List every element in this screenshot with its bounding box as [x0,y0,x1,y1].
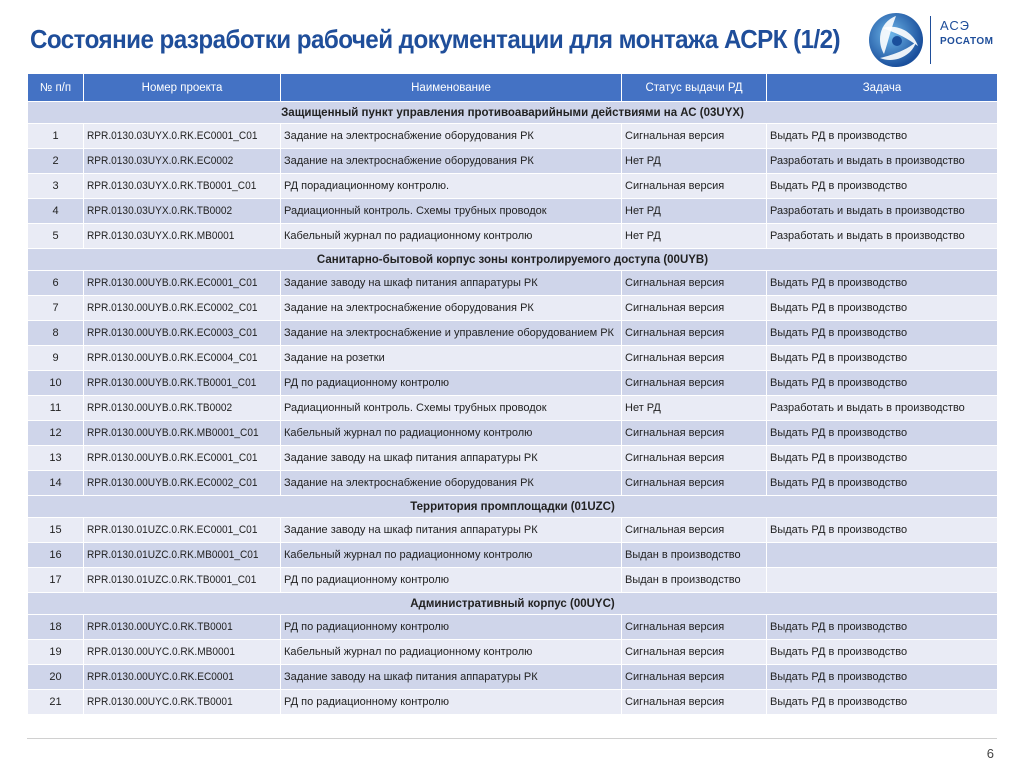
col-header-status: Статус выдачи РД [622,74,767,102]
issue-status: Сигнальная версия [622,690,767,715]
project-number [84,396,281,421]
col-header-task: Задача [767,74,998,102]
table-row [28,640,998,665]
project-number-text: RPR.0130.00UYC.0.RK.TB0001 [87,621,233,633]
project-number-text: RPR.0130.00UYB.0.RK.EC0004_C01 [87,352,258,364]
document-name: Задание заводу на шкаф питания аппаратуры РК [281,446,622,471]
project-number-text: RPR.0130.03UYX.0.RK.EC0002 [87,155,234,167]
logo-text-rosatom: РОСАТОМ [940,36,994,47]
task: Выдать РД в производство [767,518,998,543]
row-number: 16 [28,543,84,568]
row-number: 9 [28,346,84,371]
row-number: 18 [28,615,84,640]
task: Выдать РД в производство [767,271,998,296]
document-name: Кабельный журнал по радиационному контролю [281,543,622,568]
project-number [84,321,281,346]
document-name: Задание на электроснабжение и управление оборудованием РК [281,321,622,346]
task: Выдать РД в производство [767,690,998,715]
footer-divider [27,738,997,739]
project-number [84,543,281,568]
col-header-number: № п/п [28,74,84,102]
issue-status: Сигнальная версия [622,124,767,149]
project-number [84,471,281,496]
table-row [28,124,998,149]
issue-status: Сигнальная версия [622,421,767,446]
project-number-text: RPR.0130.03UYX.0.RK.TB0002 [87,205,233,217]
table-row [28,690,998,715]
project-number [84,224,281,249]
task: Разработать и выдать в производство [767,224,998,249]
document-name: РД порадиационному контролю. [281,174,622,199]
project-number [84,124,281,149]
table-row [28,543,998,568]
table-row [28,199,998,224]
section-title: Территория промплощадки (01UZC) [28,496,998,518]
project-number-text: RPR.0130.00UYB.0.RK.EC0002_C01 [87,477,258,489]
issue-status: Нет РД [622,396,767,421]
table-row [28,446,998,471]
project-number-text: RPR.0130.00UYC.0.RK.MB0001 [87,646,235,658]
table-row [28,321,998,346]
section-header-row [28,496,998,518]
issue-status: Сигнальная версия [622,321,767,346]
project-number-text: RPR.0130.03UYX.0.RK.MB0001 [87,230,235,242]
rosatom-logo [864,6,1024,70]
task: Выдать РД в производство [767,640,998,665]
row-number: 13 [28,446,84,471]
task: Выдать РД в производство [767,615,998,640]
task: Выдать РД в производство [767,296,998,321]
document-name: Кабельный журнал по радиационному контролю [281,421,622,446]
document-name: РД по радиационному контролю [281,371,622,396]
task: Выдать РД в производство [767,321,998,346]
task: Выдать РД в производство [767,421,998,446]
issue-status: Нет РД [622,224,767,249]
documentation-table [27,73,998,715]
logo-separator [930,16,931,64]
table-row [28,518,998,543]
task: Выдать РД в производство [767,346,998,371]
project-number [84,199,281,224]
project-number [84,174,281,199]
task [767,568,998,593]
row-number: 10 [28,371,84,396]
issue-status: Сигнальная версия [622,446,767,471]
document-name: Задание на электроснабжение оборудования РК [281,296,622,321]
task: Выдать РД в производство [767,124,998,149]
col-header-name: Наименование [281,74,622,102]
row-number: 8 [28,321,84,346]
row-number: 4 [28,199,84,224]
task: Разработать и выдать в производство [767,149,998,174]
issue-status: Нет РД [622,199,767,224]
row-number: 1 [28,124,84,149]
row-number: 12 [28,421,84,446]
project-number-text: RPR.0130.01UZC.0.RK.TB0001_C01 [87,574,257,586]
page-title: Состояние разработки рабочей документации для монтажа АСРК (1/2) [30,24,841,54]
issue-status: Сигнальная версия [622,640,767,665]
project-number [84,518,281,543]
document-name: РД по радиационному контролю [281,615,622,640]
row-number: 19 [28,640,84,665]
project-number [84,615,281,640]
project-number [84,665,281,690]
project-number-text: RPR.0130.00UYB.0.RK.TB0002 [87,402,233,414]
document-name: Радиационный контроль. Схемы трубных проводок [281,199,622,224]
issue-status: Сигнальная версия [622,665,767,690]
table-header-row [28,74,998,102]
row-number: 20 [28,665,84,690]
document-name: РД по радиационному контролю [281,690,622,715]
issue-status: Сигнальная версия [622,271,767,296]
logo-text-ase: АСЭ [940,18,970,33]
task [767,543,998,568]
issue-status: Выдан в производство [622,543,767,568]
project-number [84,149,281,174]
project-number-text: RPR.0130.00UYB.0.RK.EC0002_C01 [87,302,258,314]
row-number: 21 [28,690,84,715]
task: Выдать РД в производство [767,446,998,471]
row-number: 2 [28,149,84,174]
table-row [28,396,998,421]
issue-status: Сигнальная версия [622,615,767,640]
project-number [84,446,281,471]
task: Разработать и выдать в производство [767,396,998,421]
document-name: Задание на электроснабжение оборудования РК [281,124,622,149]
document-name: Кабельный журнал по радиационному контролю [281,640,622,665]
table-row [28,296,998,321]
issue-status: Сигнальная версия [622,518,767,543]
row-number: 15 [28,518,84,543]
table-row [28,471,998,496]
task: Выдать РД в производство [767,174,998,199]
project-number-text: RPR.0130.03UYX.0.RK.EC0001_C01 [87,130,258,142]
project-number [84,346,281,371]
document-name: Кабельный журнал по радиационному контролю [281,224,622,249]
project-number-text: RPR.0130.00UYB.0.RK.EC0001_C01 [87,277,258,289]
table-row [28,665,998,690]
section-title: Административный корпус (00UYC) [28,593,998,615]
document-name: Задание заводу на шкаф питания аппаратуры РК [281,271,622,296]
project-number-text: RPR.0130.00UYC.0.RK.EC0001 [87,671,234,683]
project-number [84,640,281,665]
table-row [28,421,998,446]
row-number: 5 [28,224,84,249]
task: Разработать и выдать в производство [767,199,998,224]
project-number-text: RPR.0130.00UYC.0.RK.TB0001 [87,696,233,708]
issue-status: Сигнальная версия [622,371,767,396]
table-row [28,174,998,199]
table-row [28,271,998,296]
project-number-text: RPR.0130.00UYB.0.RK.MB0001_C01 [87,427,259,439]
section-title: Санитарно-бытовой корпус зоны контролируемого доступа (00UYB) [28,249,998,271]
project-number [84,296,281,321]
row-number: 17 [28,568,84,593]
table-row [28,568,998,593]
project-number-text: RPR.0130.01UZC.0.RK.EC0001_C01 [87,524,258,536]
document-name: Задание заводу на шкаф питания аппаратуры РК [281,665,622,690]
project-number [84,421,281,446]
row-number: 6 [28,271,84,296]
row-number: 14 [28,471,84,496]
project-number [84,568,281,593]
row-number: 11 [28,396,84,421]
table-row [28,371,998,396]
section-title: Защищенный пункт управления противоаварийными действиями на АС (03UYX) [28,102,998,124]
task: Выдать РД в производство [767,471,998,496]
page-number: 6 [986,746,994,761]
task: Выдать РД в производство [767,665,998,690]
document-name: Радиационный контроль. Схемы трубных проводок [281,396,622,421]
row-number: 7 [28,296,84,321]
task: Выдать РД в производство [767,371,998,396]
project-number [84,690,281,715]
table-row [28,615,998,640]
document-name: РД по радиационному контролю [281,568,622,593]
rosatom-atom-icon [866,6,926,70]
project-number-text: RPR.0130.00UYB.0.RK.TB0001_C01 [87,377,257,389]
section-header-row [28,102,998,124]
issue-status: Сигнальная версия [622,296,767,321]
table-row [28,149,998,174]
project-number [84,371,281,396]
issue-status: Выдан в производство [622,568,767,593]
section-header-row [28,593,998,615]
document-name: Задание на розетки [281,346,622,371]
table-row [28,224,998,249]
project-number [84,271,281,296]
table-body [28,102,998,715]
document-name: Задание на электроснабжение оборудования РК [281,149,622,174]
project-number-text: RPR.0130.00UYB.0.RK.EC0003_C01 [87,327,258,339]
issue-status: Нет РД [622,149,767,174]
section-header-row [28,249,998,271]
col-header-project-number: Номер проекта [84,74,281,102]
row-number: 3 [28,174,84,199]
table-row [28,346,998,371]
document-name: Задание заводу на шкаф питания аппаратуры РК [281,518,622,543]
document-name: Задание на электроснабжение оборудования РК [281,471,622,496]
project-number-text: RPR.0130.03UYX.0.RK.TB0001_C01 [87,180,257,192]
issue-status: Сигнальная версия [622,174,767,199]
issue-status: Сигнальная версия [622,346,767,371]
project-number-text: RPR.0130.00UYB.0.RK.EC0001_C01 [87,452,258,464]
issue-status: Сигнальная версия [622,471,767,496]
project-number-text: RPR.0130.01UZC.0.RK.MB0001_C01 [87,549,259,561]
